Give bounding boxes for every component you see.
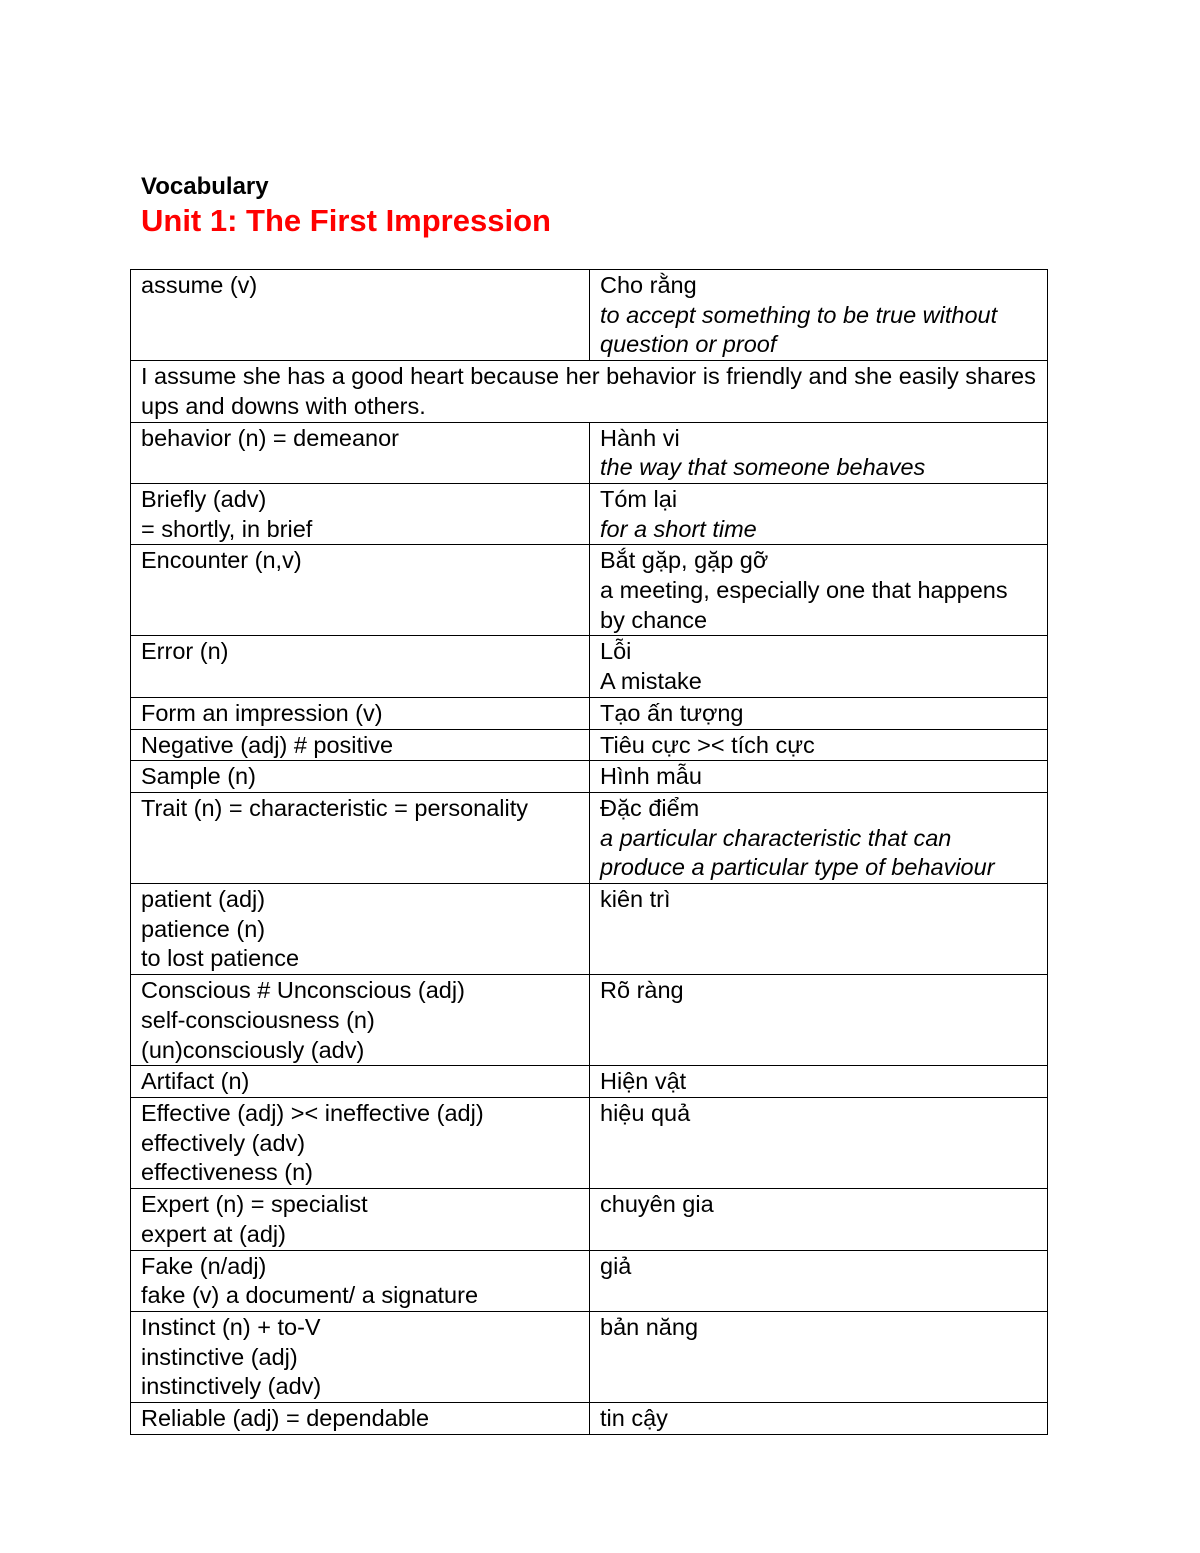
term-cell	[131, 636, 590, 697]
term-cell	[131, 1189, 590, 1250]
term-line: Form an impression (v)	[141, 699, 383, 726]
translation-line: Bắt gặp, gặp gỡ	[600, 547, 769, 574]
term-cell	[131, 975, 590, 1066]
term-line: Briefly (adv)	[141, 485, 267, 512]
meaning-cell	[590, 1066, 1048, 1098]
vocab-row	[131, 636, 1048, 697]
term-cell	[131, 729, 590, 761]
translation-line: tin cậy	[600, 1405, 668, 1432]
term-line: Reliable (adj) = dependable	[141, 1405, 430, 1432]
meaning-cell	[590, 270, 1048, 361]
term-cell	[131, 1403, 590, 1435]
meaning-cell	[590, 545, 1048, 636]
vocab-row	[131, 483, 1048, 544]
meaning-cell	[590, 1250, 1048, 1311]
translation-line: hiệu quả	[600, 1099, 691, 1126]
term-cell	[131, 483, 590, 544]
meaning-cell	[590, 884, 1048, 975]
definition-text: a particular characteristic that can produce a particular type of behaviour	[600, 824, 995, 881]
meaning-cell	[590, 697, 1048, 729]
term-line: Sample (n)	[141, 763, 256, 790]
vocab-row	[131, 1189, 1048, 1250]
term-line: expert at (adj)	[141, 1220, 286, 1247]
definition-text: to accept something to be true without question or proof	[600, 301, 998, 358]
unit-title: Unit 1: The First Impression	[141, 203, 551, 238]
vocab-row	[131, 1403, 1048, 1435]
translation-line: Hiện vật	[600, 1068, 687, 1095]
term-line: Artifact (n)	[141, 1068, 250, 1095]
vocab-row	[131, 697, 1048, 729]
vocab-row	[131, 422, 1048, 483]
term-cell	[131, 761, 590, 793]
vocab-row	[131, 792, 1048, 883]
term-cell	[131, 792, 590, 883]
vocabulary-table	[130, 269, 1048, 1435]
vocab-row	[131, 761, 1048, 793]
term-cell	[131, 884, 590, 975]
term-line: effectiveness (n)	[141, 1159, 313, 1186]
term-cell	[131, 1097, 590, 1188]
term-line: Instinct (n) + to-V	[141, 1313, 321, 1340]
term-cell	[131, 1066, 590, 1098]
meaning-cell	[590, 729, 1048, 761]
term-cell	[131, 697, 590, 729]
translation-line: Tạo ấn tượng	[600, 699, 744, 726]
term-line: Trait (n) = characteristic = personality	[141, 794, 529, 821]
example-sentence: I assume she has a good heart because her behavior is friendly and she easily shares ups and downs with others.	[131, 361, 1048, 422]
translation-line: Tiêu cực >< tích cực	[600, 731, 815, 758]
vocab-row	[131, 545, 1048, 636]
term-line: (un)consciously (adv)	[141, 1036, 365, 1063]
term-line: Conscious # Unconscious (adj)	[141, 977, 465, 1004]
term-line: self-consciousness (n)	[141, 1006, 375, 1033]
term-cell	[131, 270, 590, 361]
translation-line: chuyên gia	[600, 1191, 714, 1218]
translation-line: Tóm lại	[600, 485, 678, 512]
term-line: Fake (n/adj)	[141, 1252, 267, 1279]
term-line: Expert (n) = specialist	[141, 1191, 368, 1218]
term-line: instinctively (adv)	[141, 1373, 322, 1400]
term-line: patient (adj)	[141, 886, 266, 913]
translation-line: Cho rằng	[600, 272, 697, 298]
translation-line: Rõ ràng	[600, 977, 684, 1004]
vocab-row	[131, 884, 1048, 975]
translation-line: bản năng	[600, 1313, 699, 1340]
term-line: Encounter (n,v)	[141, 547, 302, 574]
term-cell	[131, 545, 590, 636]
definition-text: for a short time	[600, 515, 757, 542]
term-cell	[131, 1311, 590, 1402]
meaning-cell	[590, 1311, 1048, 1402]
meaning-cell	[590, 422, 1048, 483]
term-line: fake (v) a document/ a signature	[141, 1282, 479, 1309]
example-row	[131, 361, 1048, 422]
term-line: Negative (adj) # positive	[141, 731, 394, 758]
meaning-cell	[590, 1097, 1048, 1188]
vocabulary-table-body	[131, 270, 1048, 1435]
translation-line: Hình mẫu	[600, 763, 702, 790]
meaning-cell	[590, 1189, 1048, 1250]
vocab-row	[131, 1250, 1048, 1311]
document-heading: Vocabulary	[141, 173, 269, 200]
term-line: behavior (n) = demeanor	[141, 424, 399, 451]
meaning-cell	[590, 483, 1048, 544]
translation-line: giả	[600, 1252, 632, 1279]
vocab-row	[131, 975, 1048, 1066]
translation-line: Hành vi	[600, 424, 680, 451]
meaning-cell	[590, 1403, 1048, 1435]
translation-line: Lỗi	[600, 638, 632, 665]
vocab-row	[131, 1066, 1048, 1098]
term-line: Error (n)	[141, 638, 229, 665]
term-line: effectively (adv)	[141, 1129, 306, 1156]
translation-line: A mistake	[600, 668, 702, 695]
term-cell	[131, 422, 590, 483]
term-line: instinctive (adj)	[141, 1343, 298, 1370]
meaning-cell	[590, 975, 1048, 1066]
term-cell	[131, 1250, 590, 1311]
definition-text: the way that someone behaves	[600, 454, 926, 481]
term-line: Effective (adj) >< ineffective (adj)	[141, 1099, 484, 1126]
vocab-row	[131, 1311, 1048, 1402]
vocab-row	[131, 729, 1048, 761]
translation-line: Đặc điểm	[600, 794, 700, 821]
vocab-row	[131, 1097, 1048, 1188]
translation-line: kiên trì	[600, 886, 671, 913]
term-line: patience (n)	[141, 915, 266, 942]
meaning-cell	[590, 792, 1048, 883]
meaning-cell	[590, 761, 1048, 793]
vocab-row	[131, 270, 1048, 361]
term-line: = shortly, in brief	[141, 515, 313, 542]
meaning-cell	[590, 636, 1048, 697]
term-line: to lost patience	[141, 945, 300, 972]
definition-text: a meeting, especially one that happens by chance	[600, 577, 1008, 633]
term-line: assume (v)	[141, 272, 258, 298]
